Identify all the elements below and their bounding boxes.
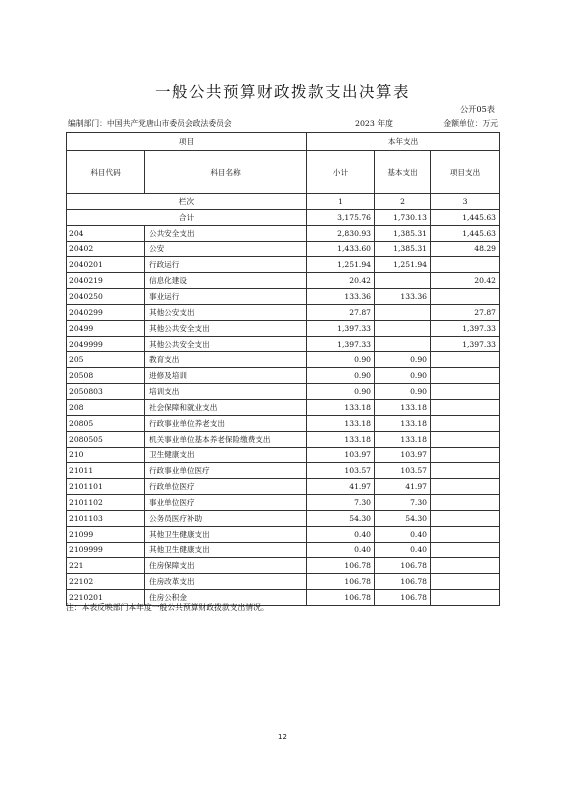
row-project xyxy=(431,399,500,415)
column-index-3: 3 xyxy=(431,194,500,210)
row-name: 卫生健康支出 xyxy=(145,447,307,463)
row-project xyxy=(431,289,500,305)
row-name: 其他公共安全支出 xyxy=(145,336,307,352)
row-code: 20402 xyxy=(67,241,145,257)
table-note: 注：本表反映部门本年度一般公共预算财政拨款支出情况。 xyxy=(66,603,269,612)
row-subtotal: 0.40 xyxy=(307,526,375,542)
row-code: 20805 xyxy=(67,415,145,431)
table-row xyxy=(67,479,500,495)
row-code: 221 xyxy=(67,558,145,574)
row-name: 事业运行 xyxy=(145,289,307,305)
row-basic xyxy=(375,320,431,336)
row-project xyxy=(431,526,500,542)
row-name: 行政事业单位医疗 xyxy=(145,463,307,479)
total-row xyxy=(67,209,500,225)
row-name: 培训支出 xyxy=(145,384,307,400)
row-code: 21099 xyxy=(67,526,145,542)
row-code: 22102 xyxy=(67,574,145,590)
row-project: 27.87 xyxy=(431,304,500,320)
row-project xyxy=(431,384,500,400)
row-basic: 103.57 xyxy=(375,463,431,479)
table-row xyxy=(67,352,500,368)
table-row xyxy=(67,558,500,574)
row-basic: 54.30 xyxy=(375,510,431,526)
row-code: 2050803 xyxy=(67,384,145,400)
row-code: 21011 xyxy=(67,463,145,479)
row-project xyxy=(431,257,500,273)
table-row xyxy=(67,368,500,384)
row-name: 其他公安支出 xyxy=(145,304,307,320)
meta-row xyxy=(68,118,498,132)
row-basic: 0.90 xyxy=(375,368,431,384)
header-project: 项目 xyxy=(67,133,307,151)
amount-unit: 金额单位：万元 xyxy=(443,119,498,128)
table-row xyxy=(67,399,500,415)
row-basic: 7.30 xyxy=(375,495,431,511)
row-code: 2040201 xyxy=(67,257,145,273)
row-subtotal: 106.78 xyxy=(307,558,375,574)
row-project: 1,397.33 xyxy=(431,320,500,336)
table-row xyxy=(67,431,500,447)
row-subtotal: 103.57 xyxy=(307,463,375,479)
row-code: 204 xyxy=(67,225,145,241)
row-basic: 106.78 xyxy=(375,590,431,606)
row-basic: 133.18 xyxy=(375,431,431,447)
table-row xyxy=(67,336,500,352)
table-row xyxy=(67,384,500,400)
total-subtotal: 3,175.76 xyxy=(307,209,375,225)
table-row xyxy=(67,463,500,479)
row-subtotal: 133.18 xyxy=(307,399,375,415)
row-project xyxy=(431,558,500,574)
row-subtotal: 0.90 xyxy=(307,384,375,400)
column-index-label: 栏次 xyxy=(67,194,307,210)
table-row xyxy=(67,542,500,558)
column-index-2: 2 xyxy=(375,194,431,210)
row-project: 48.29 xyxy=(431,241,500,257)
row-code: 2040219 xyxy=(67,273,145,289)
header-basic: 基本支出 xyxy=(375,151,431,194)
row-basic xyxy=(375,336,431,352)
row-basic: 0.40 xyxy=(375,542,431,558)
table-number: 公开05表 xyxy=(460,104,495,114)
row-subtotal: 0.40 xyxy=(307,542,375,558)
table-row xyxy=(67,289,500,305)
row-subtotal: 133.18 xyxy=(307,415,375,431)
row-name: 住房改革支出 xyxy=(145,574,307,590)
row-code: 2210201 xyxy=(67,590,145,606)
table-row xyxy=(67,574,500,590)
row-subtotal: 106.78 xyxy=(307,590,375,606)
row-basic xyxy=(375,304,431,320)
column-index-1: 1 xyxy=(307,194,375,210)
header-row-1 xyxy=(67,133,500,151)
row-name: 其他卫生健康支出 xyxy=(145,526,307,542)
compiling-unit: 编制部门：中国共产党唐山市委员会政法委员会 xyxy=(68,119,232,128)
table-row xyxy=(67,304,500,320)
row-subtotal: 106.78 xyxy=(307,574,375,590)
header-project-expense: 项目支出 xyxy=(431,151,500,194)
row-code: 20508 xyxy=(67,368,145,384)
row-subtotal: 7.30 xyxy=(307,495,375,511)
row-subtotal: 1,397.33 xyxy=(307,320,375,336)
row-basic: 41.97 xyxy=(375,479,431,495)
row-project xyxy=(431,352,500,368)
row-subtotal: 133.18 xyxy=(307,431,375,447)
row-code: 2101101 xyxy=(67,479,145,495)
page-title: 一般公共预算财政拨款支出决算表 xyxy=(154,83,410,101)
table-row xyxy=(67,257,500,273)
row-basic: 1,385.31 xyxy=(375,225,431,241)
row-name: 其他卫生健康支出 xyxy=(145,542,307,558)
row-basic: 1,251.94 xyxy=(375,257,431,273)
row-name: 教育支出 xyxy=(145,352,307,368)
row-subtotal: 1,433.60 xyxy=(307,241,375,257)
row-code: 2049999 xyxy=(67,336,145,352)
header-subtotal: 小计 xyxy=(307,151,375,194)
header-current-year: 本年支出 xyxy=(307,133,500,151)
row-subtotal: 1,397.33 xyxy=(307,336,375,352)
row-basic: 133.18 xyxy=(375,399,431,415)
table-row xyxy=(67,225,500,241)
row-basic: 0.90 xyxy=(375,384,431,400)
total-basic: 1,730.13 xyxy=(375,209,431,225)
total-label: 合计 xyxy=(67,209,307,225)
row-basic: 133.36 xyxy=(375,289,431,305)
row-project xyxy=(431,574,500,590)
row-project xyxy=(431,415,500,431)
row-project xyxy=(431,431,500,447)
row-name: 社会保障和就业支出 xyxy=(145,399,307,415)
table-row xyxy=(67,495,500,511)
row-basic: 133.18 xyxy=(375,415,431,431)
row-project xyxy=(431,479,500,495)
row-subtotal: 2,830.93 xyxy=(307,225,375,241)
row-basic: 106.78 xyxy=(375,574,431,590)
row-project xyxy=(431,590,500,606)
row-code: 2109999 xyxy=(67,542,145,558)
row-name: 住房公积金 xyxy=(145,590,307,606)
row-name: 公务员医疗补助 xyxy=(145,510,307,526)
row-project xyxy=(431,368,500,384)
row-basic: 0.40 xyxy=(375,526,431,542)
row-project xyxy=(431,463,500,479)
row-subtotal: 20.42 xyxy=(307,273,375,289)
row-name: 行政单位医疗 xyxy=(145,479,307,495)
header-row-2 xyxy=(67,151,500,194)
row-name: 行政事业单位养老支出 xyxy=(145,415,307,431)
row-name: 信息化建设 xyxy=(145,273,307,289)
row-basic: 103.97 xyxy=(375,447,431,463)
table-row xyxy=(67,273,500,289)
row-basic xyxy=(375,273,431,289)
row-project: 1,445.63 xyxy=(431,225,500,241)
row-project xyxy=(431,510,500,526)
table-row xyxy=(67,447,500,463)
header-name: 科目名称 xyxy=(145,151,307,194)
row-basic: 1,385.31 xyxy=(375,241,431,257)
table-row xyxy=(67,320,500,336)
row-subtotal: 41.97 xyxy=(307,479,375,495)
row-name: 住房保障支出 xyxy=(145,558,307,574)
row-name: 进修及培训 xyxy=(145,368,307,384)
row-code: 210 xyxy=(67,447,145,463)
table-body xyxy=(67,225,500,605)
row-name: 事业单位医疗 xyxy=(145,495,307,511)
row-subtotal: 54.30 xyxy=(307,510,375,526)
row-project xyxy=(431,495,500,511)
column-index-row xyxy=(67,194,500,210)
row-code: 208 xyxy=(67,399,145,415)
fiscal-year: 2023 年度 xyxy=(355,119,393,128)
row-project: 1,397.33 xyxy=(431,336,500,352)
table-row xyxy=(67,241,500,257)
row-subtotal: 27.87 xyxy=(307,304,375,320)
row-basic: 106.78 xyxy=(375,558,431,574)
table-row xyxy=(67,526,500,542)
row-basic: 0.90 xyxy=(375,352,431,368)
table-row xyxy=(67,415,500,431)
page-number: 12 xyxy=(278,733,287,741)
row-name: 公共安全支出 xyxy=(145,225,307,241)
row-subtotal: 103.97 xyxy=(307,447,375,463)
row-subtotal: 0.90 xyxy=(307,368,375,384)
expenditure-table xyxy=(66,132,500,606)
row-code: 2101102 xyxy=(67,495,145,511)
row-project: 20.42 xyxy=(431,273,500,289)
row-name: 行政运行 xyxy=(145,257,307,273)
row-project xyxy=(431,542,500,558)
row-subtotal: 133.36 xyxy=(307,289,375,305)
header-code: 科目代码 xyxy=(67,151,145,194)
row-name: 公安 xyxy=(145,241,307,257)
row-code: 205 xyxy=(67,352,145,368)
row-name: 其他公共安全支出 xyxy=(145,320,307,336)
row-code: 2040299 xyxy=(67,304,145,320)
row-name: 机关事业单位基本养老保险缴费支出 xyxy=(145,431,307,447)
row-project xyxy=(431,447,500,463)
table-row xyxy=(67,510,500,526)
row-code: 2101103 xyxy=(67,510,145,526)
row-code: 2040250 xyxy=(67,289,145,305)
total-project: 1,445.63 xyxy=(431,209,500,225)
row-code: 20499 xyxy=(67,320,145,336)
row-subtotal: 0.90 xyxy=(307,352,375,368)
row-code: 2080505 xyxy=(67,431,145,447)
row-subtotal: 1,251.94 xyxy=(307,257,375,273)
